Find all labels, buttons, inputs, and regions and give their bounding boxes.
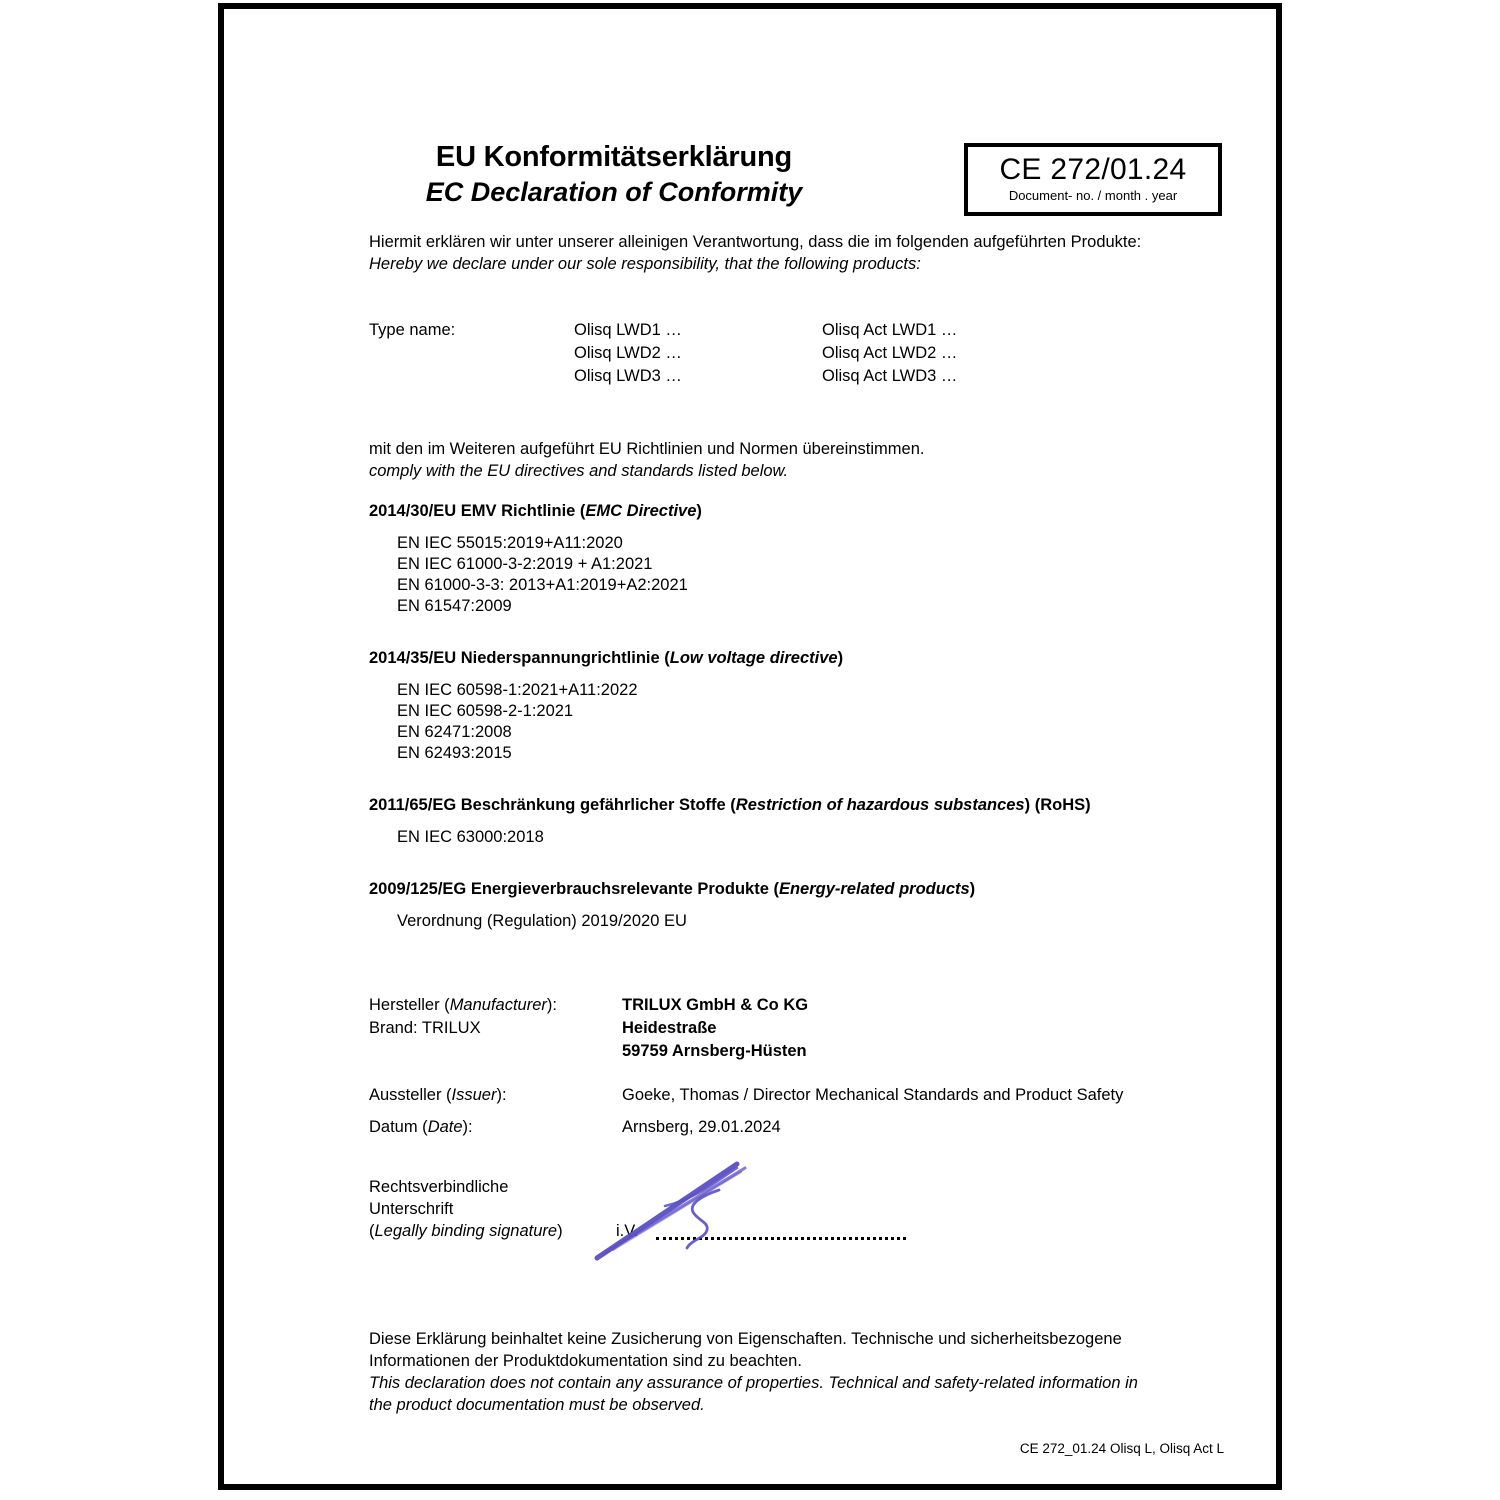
spacer <box>369 848 1249 878</box>
standard-item: EN 62493:2015 <box>397 744 512 762</box>
ce-document-number: CE 272/01.24 <box>999 153 1187 186</box>
spacer <box>369 275 1249 319</box>
directive-heading <box>369 794 1249 816</box>
page-title-de: EU Konformitätserklärung <box>435 141 793 173</box>
directive-heading-tail: ) (RoHS) <box>1024 796 1091 814</box>
signature-prefix: i.V. <box>616 1222 639 1240</box>
manufacturer-address <box>622 994 808 1063</box>
document-header <box>224 139 1276 234</box>
spacer <box>369 394 1249 438</box>
type-name-item: Olisq LWD1 … <box>574 321 682 339</box>
directive-heading-de: 2011/65/EG Beschränkung gefährlicher Stoffe ( <box>369 796 736 814</box>
directive-heading-en: EMC Directive <box>585 502 697 520</box>
standards-list <box>397 911 1249 932</box>
signature-label-line1: Rechtsverbindliche <box>369 1178 509 1196</box>
spacer <box>369 1066 1249 1084</box>
issuer-label-de: Aussteller ( <box>369 1086 452 1104</box>
brand-line: Brand: TRILUX <box>369 1019 481 1037</box>
standard-item: EN IEC 60598-1:2021+A11:2022 <box>397 681 638 699</box>
spacer <box>369 617 1249 647</box>
disclaimer-de-line1: Diese Erklärung beinhaltet keine Zusicherung von Eigenschaften. Technische und sicherheitsbezogene <box>369 1330 1122 1348</box>
type-name-label: Type name: <box>369 321 456 339</box>
signature-label <box>369 1176 599 1242</box>
manufacturer-label <box>369 994 557 1040</box>
type-name-item: Olisq Act LWD3 … <box>822 367 958 385</box>
signature-label-open-paren: ( <box>369 1222 375 1240</box>
document-body <box>369 231 1249 1416</box>
disclaimer-en-line1: This declaration does not contain any assurance of properties. Technical and safety-related information in <box>369 1374 1138 1392</box>
type-name-item: Olisq LWD2 … <box>574 344 682 362</box>
date-label-en: Date <box>427 1118 463 1136</box>
standard-item: EN 61000-3-3: 2013+A1:2019+A2:2021 <box>397 576 688 594</box>
regulation-en-word: Regulation <box>492 912 572 930</box>
signature-label-line2: Unterschrift <box>369 1200 454 1218</box>
date-label <box>369 1116 473 1139</box>
spacer <box>369 1266 1249 1310</box>
standards-list <box>397 533 1249 617</box>
disclaimer-paragraph <box>369 1328 1249 1416</box>
intro-de: Hiermit erklären wir unter unserer alleinigen Verantwortung, dass die im folgenden aufgeführten Produkte: <box>369 233 1142 251</box>
date-label-de: Datum ( <box>369 1118 428 1136</box>
ce-document-number-box <box>964 143 1222 216</box>
spacer <box>369 764 1249 794</box>
directive-heading <box>369 500 1249 522</box>
directive-heading-de: 2014/35/EU Niederspannungrichtlinie ( <box>369 649 670 667</box>
directive-section-erp <box>369 878 1249 932</box>
type-name-column-1 <box>574 319 682 388</box>
date-value: Arnsberg, 29.01.2024 <box>622 1118 781 1136</box>
directive-section-emc <box>369 500 1249 617</box>
comply-en: comply with the EU directives and standards listed below. <box>369 462 789 480</box>
standard-item: EN IEC 61000-3-2:2019 + A1:2021 <box>397 555 653 573</box>
directive-heading <box>369 878 1249 900</box>
standard-item: EN IEC 63000:2018 <box>397 828 544 846</box>
issuer-label <box>369 1084 507 1107</box>
bottom-reference: CE 272_01.24 Olisq L, Olisq Act L <box>1019 1441 1224 1456</box>
spacer <box>369 976 1249 994</box>
title-block <box>264 139 964 209</box>
spacer <box>369 482 1249 500</box>
disclaimer-de-line2: Informationen der Produktdokumentation sind zu beachten. <box>369 1352 802 1370</box>
manufacturer-label-text <box>369 994 557 1017</box>
directive-heading-de: 2009/125/EG Energieverbrauchsrelevante Produkte ( <box>369 880 779 898</box>
manufacturer-city: 59759 Arnsberg-Hüsten <box>622 1042 807 1060</box>
document-page <box>224 9 1276 1484</box>
issuer-label-tail: ): <box>496 1086 507 1104</box>
type-name-block <box>369 319 1249 394</box>
directive-section-low-voltage <box>369 647 1249 764</box>
type-name-item: Olisq Act LWD1 … <box>822 321 958 339</box>
directive-heading-en: Energy-related products <box>778 880 970 898</box>
directive-heading-tail: ) <box>969 880 976 898</box>
type-name-item: Olisq Act LWD2 … <box>822 344 958 362</box>
signature-label-en: Legally binding signature <box>374 1222 558 1240</box>
ce-document-number-caption: Document- no. / month . year <box>1008 188 1178 203</box>
manufacturer-street: Heidestraße <box>622 1019 717 1037</box>
standard-item: EN 62471:2008 <box>397 723 512 741</box>
comply-paragraph <box>369 438 1249 482</box>
directive-heading-tail: ) <box>837 649 844 667</box>
date-row <box>369 1116 1249 1146</box>
issuer-value: Goeke, Thomas / Director Mechanical Standards and Product Safety <box>622 1086 1124 1104</box>
standards-list <box>397 680 1249 764</box>
signature-block <box>369 1176 1249 1266</box>
spacer <box>369 1310 1249 1328</box>
directive-heading-en: Restriction of hazardous substances <box>735 796 1025 814</box>
intro-en: Hereby we declare under our sole responsibility, that the following products: <box>369 255 921 273</box>
type-name-item: Olisq LWD3 … <box>574 367 682 385</box>
spacer <box>369 932 1249 976</box>
manufacturer-row <box>369 994 1249 1066</box>
issuer-label-en: Issuer <box>451 1086 497 1104</box>
standard-item: EN IEC 60598-2-1:2021 <box>397 702 574 720</box>
manufacturer-label-de: Hersteller ( <box>369 996 450 1014</box>
comply-de: mit den im Weiteren aufgeführt EU Richtlinien und Normen übereinstimmen. <box>369 440 925 458</box>
signature-dotted-line <box>656 1220 906 1240</box>
intro-paragraph <box>369 231 1249 275</box>
page-title-en: EC Declaration of Conformity <box>425 177 803 207</box>
spacer <box>369 1146 1249 1176</box>
standard-item: EN IEC 55015:2019+A11:2020 <box>397 534 623 552</box>
manufacturer-name: TRILUX GmbH & Co KG <box>622 996 809 1014</box>
date-label-tail: ): <box>462 1118 473 1136</box>
directive-heading-en: Low voltage directive <box>669 649 838 667</box>
document-page-frame <box>218 3 1282 1490</box>
signature-label-close-paren: ) <box>557 1222 563 1240</box>
signature-label-line3 <box>369 1220 599 1242</box>
manufacturer-label-en: Manufacturer <box>449 996 547 1014</box>
standards-list <box>397 827 1249 848</box>
directive-heading <box>369 647 1249 669</box>
directive-heading-tail: ) <box>696 502 702 520</box>
issuer-row <box>369 1084 1249 1116</box>
directive-heading-de: 2014/30/EU EMV Richtlinie ( <box>369 502 586 520</box>
directive-section-rohs <box>369 794 1249 848</box>
standard-item: Verordnung (Regulation) 2019/2020 EU <box>397 912 687 930</box>
standard-item: EN 61547:2009 <box>397 597 512 615</box>
manufacturer-label-tail: ): <box>546 996 557 1014</box>
disclaimer-en-line2: the product documentation must be observed. <box>369 1396 705 1414</box>
type-name-column-2 <box>822 319 957 388</box>
